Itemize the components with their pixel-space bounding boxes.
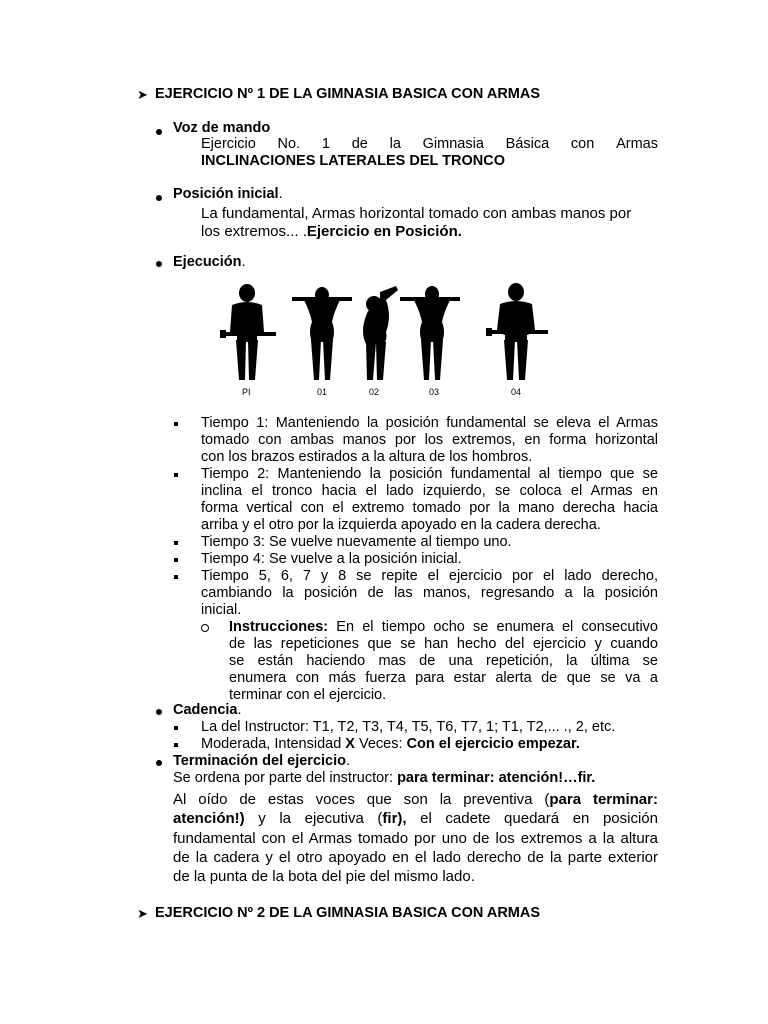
t3-line: Tiempo 3: Se vuelve nuevamente al tiempo uno. [201, 534, 512, 550]
voz-word: Armas [616, 136, 658, 152]
terminacion-line4: fundamental con el Armas tomado por uno de los extremos a la altura [173, 830, 658, 847]
t2-line4: arriba y el otro por la izquierda apoyado en la cadera derecha. [201, 517, 601, 533]
cadencia-title: Cadencia. [173, 702, 242, 718]
cadencia-item1: La del Instructor: T1, T2, T3, T4, T5, T6, T7, 1; T1, T2,... ., 2, etc. [201, 719, 616, 735]
square-bullet-icon [174, 743, 178, 747]
figure-label-pi: PI [242, 387, 251, 397]
terminacion-line6: de la punta de la bota del pie del mismo lado. [173, 868, 475, 885]
voz-word: Ejercicio [201, 136, 256, 152]
bullet-icon [156, 129, 162, 135]
terminacion-line5: de la cadera y el otro apoyado en el lado derecho de la parte exterior [173, 849, 658, 866]
circle-bullet-icon [201, 624, 209, 632]
ejecucion-title: Ejecución. [173, 254, 246, 270]
terminacion-line3: atención!) y la ejecutiva (fir), el cadete quedará en posición [173, 810, 658, 827]
figure-label-03: 03 [429, 387, 440, 397]
square-bullet-icon [174, 726, 178, 730]
t5-line3: inicial. [201, 602, 242, 618]
instrucciones-line4: enumera con más fuerza para estar alerta de que se va a [229, 670, 658, 686]
t5-line2: cambiando la posición de las manos, regresando a la posición [201, 585, 658, 601]
cadencia-item2: Moderada, Intensidad X Veces: Con el ejercicio empezar. [201, 736, 580, 752]
voz-word: 1 [321, 136, 330, 152]
figure-label-04: 04 [511, 387, 522, 397]
t2-line2: inclina el tronco hacia el lado izquierdo, se coloca el Armas en [201, 483, 658, 499]
arrow-bullet-icon: ➤ [137, 906, 148, 921]
exercise-figure [210, 272, 550, 402]
voz-word: de [351, 136, 368, 152]
t1-line1: Tiempo 1: Manteniendo la posición fundamental se eleva el Armas [201, 415, 658, 431]
arrow-bullet-icon: ➤ [137, 87, 148, 102]
terminacion-line2: Al oído de estas voces que son la preventiva (para terminar: [173, 791, 658, 808]
voz-word: Básica [505, 136, 550, 152]
square-bullet-icon [174, 422, 178, 426]
square-bullet-icon [174, 575, 178, 579]
t5-line1: Tiempo 5, 6, 7 y 8 se repite el ejercicio por el lado derecho, [201, 568, 658, 584]
voz-line1 [201, 136, 658, 153]
square-bullet-icon [174, 541, 178, 545]
heading-ejercicio-1: EJERCICIO Nº 1 DE LA GIMNASIA BASICA CON ARMAS [155, 86, 541, 102]
voz-word: la [389, 136, 401, 152]
bullet-icon [156, 709, 162, 715]
t1-line2: tomado con ambas manos por los extremos, en forma horizontal [201, 432, 658, 448]
heading-ejercicio-2: EJERCICIO Nº 2 DE LA GIMNASIA BASICA CON ARMAS [155, 905, 541, 921]
square-bullet-icon [174, 473, 178, 477]
bullet-icon [156, 195, 162, 201]
square-bullet-icon [174, 558, 178, 562]
t2-line3: forma vertical con el extremo tomado por la mano derecha hacia [201, 500, 658, 516]
figure-label-02: 02 [369, 387, 380, 397]
figure-label-01: 01 [317, 387, 328, 397]
terminacion-line1: Se ordena por parte del instructor: para terminar: atención!…fir. [173, 770, 596, 786]
posicion-line1: La fundamental, Armas horizontal tomado con ambas manos por [201, 205, 632, 222]
instrucciones-line1: Instrucciones: En el tiempo ocho se enumera el consecutivo [229, 619, 658, 635]
instrucciones-line5: terminar con el ejercicio. [229, 687, 387, 703]
t2-line1: Tiempo 2: Manteniendo la posición fundamental al tiempo que se [201, 466, 658, 482]
bullet-icon [156, 261, 162, 267]
bullet-icon [156, 760, 162, 766]
posicion-title: Posición inicial. [173, 186, 283, 202]
voz-word: No. [277, 136, 301, 152]
voz-line2: INCLINACIONES LATERALES DEL TRONCO [201, 153, 505, 169]
voz-word: con [570, 136, 595, 152]
t1-line3: con los brazos estirados a la altura de los hombros. [201, 449, 533, 465]
voz-title: Voz de mando [173, 120, 271, 136]
posicion-line2: los extremos... .Ejercicio en Posición. [201, 223, 462, 240]
t4-line: Tiempo 4: Se vuelve a la posición inicial. [201, 551, 462, 567]
instrucciones-line2: de las repeticiones que se han hecho del ejercicio y cuando [229, 636, 658, 652]
voz-word: Gimnasia [422, 136, 484, 152]
terminacion-title: Terminación del ejercicio. [173, 753, 351, 769]
instrucciones-line3: se están haciendo mas de una repetición, la última se [229, 653, 658, 669]
